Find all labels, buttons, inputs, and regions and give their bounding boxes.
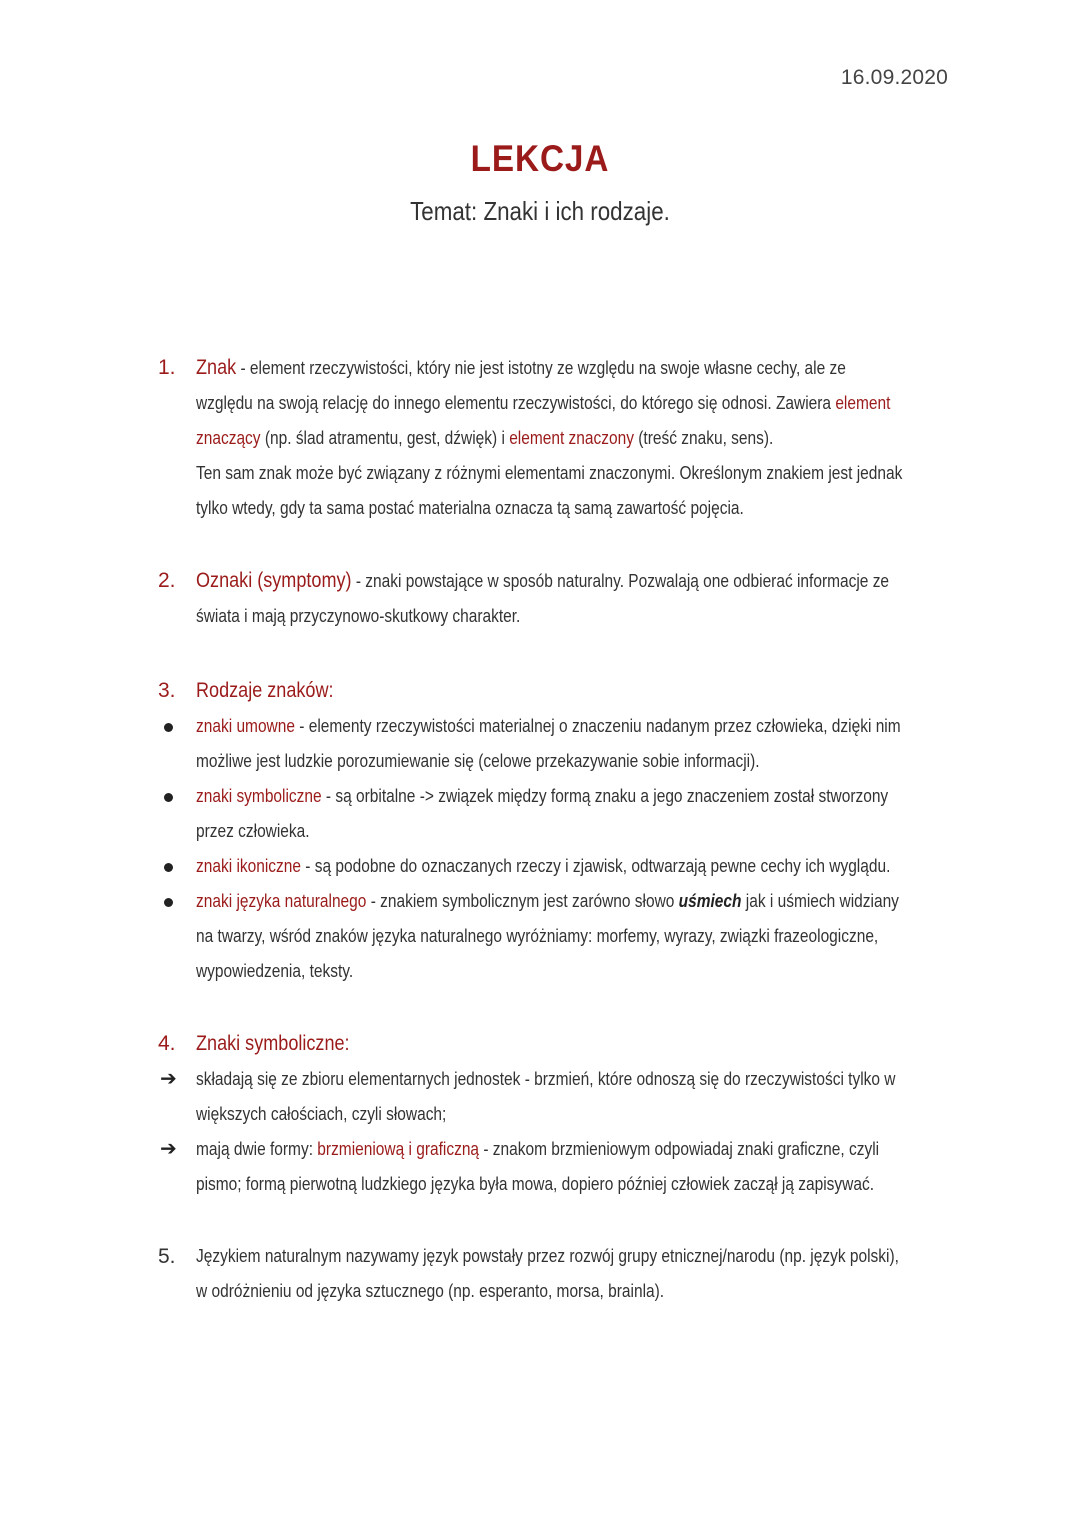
text-line: Ten sam znak może być związany z różnymi elementami znaczonymi. Określonym znakiem jest jednak	[196, 463, 903, 483]
list-item	[158, 779, 958, 849]
text-line: - znaki powstające w sposób naturalny. Pozwalają one odbierać informacje ze	[351, 571, 890, 591]
section-5	[158, 1239, 958, 1309]
term-znaki-ikoniczne: znaki ikoniczne	[196, 856, 301, 876]
lesson-topic: Temat: Znaki i ich rodzaje.	[410, 196, 670, 226]
text-line: wypowiedzenia, teksty.	[196, 961, 354, 981]
term-element-znaczony: element znaczony	[509, 428, 634, 448]
section-4	[158, 1026, 958, 1202]
section-2	[158, 563, 958, 643]
text-line: (np. ślad atramentu, gest, dźwięk) i	[260, 428, 510, 448]
text-line: - są podobne do oznaczanych rzeczy i zjawisk, odtwarzają pewne cechy ich wyglądu.	[300, 856, 891, 876]
section-3-heading: Rodzaje znaków:	[196, 679, 334, 702]
text-line: (treść znaku, sens).	[633, 428, 774, 448]
text-line: względu na swoją relację do innego elementu rzeczywistości, do którego się odnosi. Zawiera	[196, 393, 836, 413]
section-4-number: 4.	[158, 1032, 176, 1055]
term-znaki-umowne: znaki umowne	[196, 716, 295, 736]
text-line: tylko wtedy, gdy ta sama postać materialna oznacza tą samą zawartość pojęcia.	[196, 498, 744, 518]
section-5-number: 5.	[158, 1245, 176, 1268]
text-line: - znakiem symbolicznym jest zarówno słowo	[366, 891, 679, 911]
text-line: na twarzy, wśród znaków języka naturalnego wyróżniamy: morfemy, wyrazy, związki frazeologiczne,	[196, 926, 879, 946]
section-4-heading: Znaki symboliczne:	[196, 1032, 350, 1055]
list-item	[158, 849, 958, 884]
emphasis-usmiech: uśmiech	[678, 891, 742, 911]
term-znak: Znak	[196, 356, 237, 379]
term-znaki-symboliczne: znaki symboliczne	[196, 786, 322, 806]
text-line: świata i mają przyczynowo-skutkowy charakter.	[196, 606, 521, 626]
bullet-icon	[164, 723, 173, 732]
section-2-number: 2.	[158, 569, 176, 592]
text-line: Językiem naturalnym nazywamy język powstały przez rozwój grupy etnicznej/narodu (np. język polski),	[196, 1246, 899, 1266]
lesson-date: 16.09.2020	[840, 66, 948, 89]
section-3	[158, 673, 958, 989]
section-3-number: 3.	[158, 679, 176, 702]
section-1-number: 1.	[158, 356, 176, 379]
bullet-icon	[164, 898, 173, 907]
text-line: - elementy rzeczywistości materialnej o znaczeniu nadanym przez człowieka, dzięki nim	[294, 716, 901, 736]
text-line: możliwe jest ludzkie porozumiewanie się (celowe przekazywanie sobie informacji).	[196, 751, 760, 771]
list-item	[158, 709, 958, 779]
list-item	[158, 1062, 958, 1132]
section-1	[158, 350, 958, 530]
text-line: mają dwie formy:	[196, 1139, 318, 1159]
term-znaczacy: znaczący	[196, 428, 261, 448]
text-line: składają się ze zbioru elementarnych jednostek - brzmień, które odnoszą się do rzeczywistości tylko w	[196, 1069, 896, 1089]
term-brzmieniowa-graficzna: brzmieniową i graficzną	[317, 1139, 480, 1159]
term-oznaki: Oznaki (symptomy)	[196, 569, 352, 592]
text-line: przez człowieka.	[196, 821, 310, 841]
arrow-right-icon: ➔	[160, 1138, 177, 1160]
text-line: w odróżnieniu od języka sztucznego (np. esperanto, morsa, brainla).	[196, 1281, 665, 1301]
text-line: jak i uśmiech widziany	[741, 891, 899, 911]
text-line: - znakom brzmieniowym odpowiadaj znaki graficzne, czyli	[479, 1139, 880, 1159]
list-item	[158, 884, 958, 989]
term-element: element	[835, 393, 891, 413]
term-znaki-jezyka-naturalnego: znaki języka naturalnego	[196, 891, 367, 911]
list-item	[158, 1132, 958, 1202]
lesson-content	[158, 350, 958, 1309]
text-line: - element rzeczywistości, który nie jest istotny ze względu na swoje własne cechy, ale ze	[236, 358, 846, 378]
text-line: - są orbitalne -> związek między formą znaku a jego znaczeniem został stworzony	[321, 786, 889, 806]
arrow-right-icon: ➔	[160, 1068, 177, 1090]
text-line: pismo; formą pierwotną ludzkiego języka była mowa, dopiero później człowiek zaczął ją zapisywać.	[196, 1174, 875, 1194]
lesson-title: LEKCJA	[470, 138, 610, 179]
bullet-icon	[164, 793, 173, 802]
bullet-icon	[164, 863, 173, 872]
text-line: większych całościach, czyli słowach;	[196, 1104, 447, 1124]
